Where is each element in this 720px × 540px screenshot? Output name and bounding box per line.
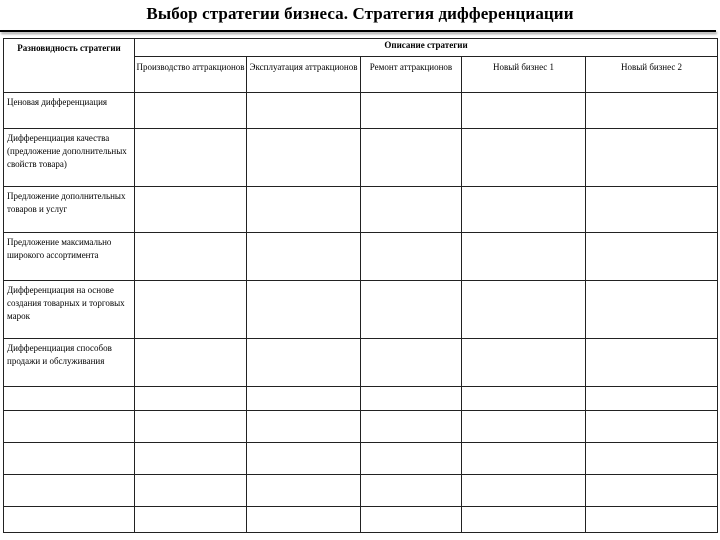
strategy-table [3,38,718,533]
table-cell [135,339,247,387]
row-label-cell: Дифференциация на основе создания товарных и торговых марок [4,281,135,339]
table-cell [247,233,361,281]
table-cell [586,233,718,281]
table-cell [462,507,586,533]
table-cell [361,187,462,233]
table-cell [135,187,247,233]
table-cell [462,93,586,129]
table-cell [135,281,247,339]
table-cell [462,129,586,187]
row-label-cell [4,475,135,507]
table-row [4,233,718,281]
column-header-operation: Эксплуатация аттракционов [247,57,361,93]
table-cell [462,411,586,443]
table-cell [586,339,718,387]
table-cell [135,129,247,187]
table-cell [247,443,361,475]
table-cell [586,187,718,233]
column-header-new-business-2: Новый бизнес 2 [586,57,718,93]
table-cell [361,411,462,443]
table-cell [586,281,718,339]
row-label-cell: Дифференциация качества (предложение дополнительных свойств товара) [4,129,135,187]
table-row [4,93,718,129]
table-row [4,339,718,387]
table-cell [135,387,247,411]
table-cell [247,281,361,339]
table-row [4,387,718,411]
table-cell [586,93,718,129]
table-body [4,39,718,533]
table-row [4,507,718,533]
table-row [4,187,718,233]
table-row [4,281,718,339]
table-cell [247,339,361,387]
table-cell [361,93,462,129]
table-cell [247,129,361,187]
table-cell [135,507,247,533]
table-cell [462,443,586,475]
row-label-cell [4,411,135,443]
group-header-cell: Описание стратегии [135,39,718,57]
row-label-cell [4,387,135,411]
table-row [4,443,718,475]
table-cell [462,233,586,281]
table-cell [135,411,247,443]
table-cell [135,475,247,507]
table-cell [361,443,462,475]
table-cell [586,475,718,507]
column-header-repair: Ремонт аттракционов [361,57,462,93]
table-cell [462,187,586,233]
row-label-cell: Дифференциация способов продажи и обслуживания [4,339,135,387]
table-cell [361,281,462,339]
table-cell [462,475,586,507]
table-cell [586,443,718,475]
table-cell [462,281,586,339]
row-label-cell: Ценовая дифференциация [4,93,135,129]
table-cell [586,387,718,411]
table-cell [247,387,361,411]
table-cell [361,233,462,281]
page-title: Выбор стратегии бизнеса. Стратегия дифференциации [146,4,574,23]
row-label-cell [4,443,135,475]
table-cell [361,387,462,411]
table-cell [247,475,361,507]
table-cell [361,129,462,187]
table-cell [462,387,586,411]
column-header-production: Производство аттракционов [135,57,247,93]
table-cell [361,507,462,533]
table-cell [361,339,462,387]
table-row [4,411,718,443]
title-underline [0,30,716,32]
table-cell [135,443,247,475]
table-row [4,129,718,187]
row-header-cell: Разновидность стратегии [4,39,135,93]
row-label-cell: Предложение максимально широкого ассортимента [4,233,135,281]
column-header-new-business-1: Новый бизнес 1 [462,57,586,93]
row-label-cell [4,507,135,533]
table-cell [247,93,361,129]
table-cell [586,507,718,533]
table-cell [135,233,247,281]
table-cell [586,411,718,443]
header-row [4,39,718,57]
table-cell [462,339,586,387]
table-cell [247,507,361,533]
table-cell [361,475,462,507]
table-row [4,475,718,507]
table-cell [247,187,361,233]
table-cell [135,93,247,129]
table-cell [247,411,361,443]
row-label-cell: Предложение дополнительных товаров и услуг [4,187,135,233]
table-cell [586,129,718,187]
